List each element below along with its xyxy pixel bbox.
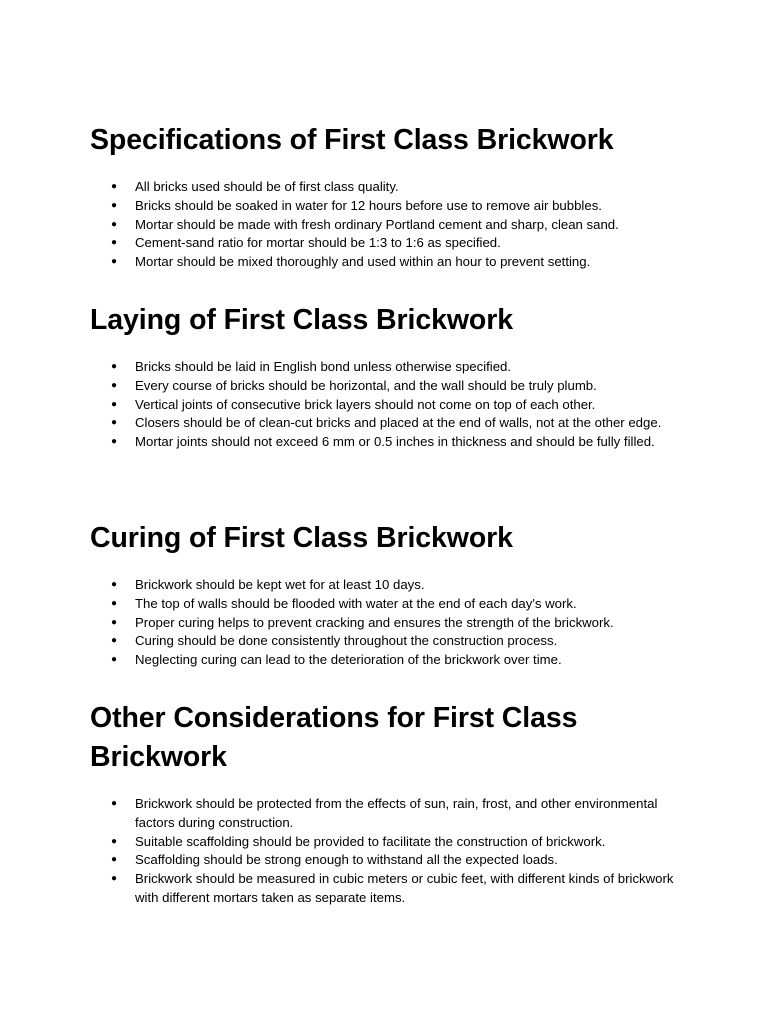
- bullet-icon: ●: [111, 835, 118, 847]
- bullet-icon: ●: [111, 398, 118, 410]
- list-item-text: Vertical joints of consecutive brick layers should not come on top of each other.: [135, 396, 596, 412]
- list-item: [90, 870, 690, 908]
- bullet-list: [90, 358, 690, 452]
- list-item-text: All bricks used should be of first class quality.: [135, 179, 399, 194]
- bullet-icon: ●: [111, 361, 118, 372]
- list-item: [90, 234, 690, 253]
- list-item: [90, 178, 690, 197]
- bullet-icon: ●: [111, 218, 118, 230]
- bullet-icon: ●: [111, 654, 118, 666]
- list-item: [90, 253, 690, 272]
- list-item-text: Mortar joints should not exceed 6 mm or 0.5 inches in thickness and should be fully filled.: [135, 434, 655, 450]
- list-item: [90, 651, 690, 670]
- list-item: [90, 197, 690, 216]
- section-heading: Laying of First Class Brickwork: [90, 304, 513, 336]
- list-item: [90, 595, 690, 614]
- list-item-text: Neglecting curing can lead to the deterioration of the brickwork over time.: [135, 652, 562, 668]
- list-item-text: Brickwork should be kept wet for at least 10 days.: [135, 577, 425, 592]
- list-item: [90, 795, 690, 833]
- list-item: [90, 851, 690, 870]
- list-item-text: Suitable scaffolding should be provided to facilitate the construction of brickwork.: [135, 833, 606, 849]
- bullet-icon: ●: [111, 237, 118, 249]
- list-item: [90, 833, 690, 852]
- list-item-text: Bricks should be soaked in water for 12 hours before use to remove air bubbles.: [135, 197, 602, 213]
- list-item: [90, 414, 690, 433]
- section-heading: Curing of First Class Brickwork: [90, 522, 513, 554]
- list-item: [90, 216, 690, 235]
- list-item-text: Proper curing helps to prevent cracking and ensures the strength of the brickwork.: [135, 614, 614, 630]
- bullet-icon: ●: [111, 873, 118, 885]
- list-item-text: Bricks should be laid in English bond unless otherwise specified.: [135, 359, 512, 374]
- bullet-icon: ●: [111, 379, 118, 391]
- section-heading: Specifications of First Class Brickwork: [90, 124, 614, 156]
- bullet-icon: ●: [111, 436, 118, 448]
- list-item-text: Closers should be of clean-cut bricks and placed at the end of walls, not at the other edge.: [135, 415, 662, 431]
- section-laying: [90, 301, 690, 452]
- bullet-icon: ●: [111, 854, 118, 866]
- section-curing: [90, 519, 690, 670]
- list-item: [90, 614, 690, 633]
- list-item-text: Mortar should be mixed thoroughly and used within an hour to prevent setting.: [135, 254, 591, 270]
- bullet-icon: ●: [111, 181, 118, 192]
- list-item-text: Cement-sand ratio for mortar should be 1:3 to 1:6 as specified.: [135, 235, 501, 251]
- bullet-icon: ●: [111, 616, 118, 628]
- bullet-list: [90, 795, 690, 908]
- bullet-icon: ●: [111, 635, 118, 647]
- list-item: [90, 358, 690, 377]
- section-specifications: [90, 121, 690, 272]
- bullet-list: [90, 178, 690, 272]
- list-item: [90, 377, 690, 396]
- list-item: [90, 396, 690, 415]
- bullet-icon: ●: [111, 256, 118, 268]
- bullet-icon: ●: [111, 199, 118, 211]
- list-item-text: Scaffolding should be strong enough to withstand all the expected loads.: [135, 852, 558, 868]
- bullet-icon: ●: [111, 579, 118, 590]
- list-item: [90, 632, 690, 651]
- section-heading: Other Considerations for First Class Brickwork: [90, 702, 578, 773]
- list-item-text: Brickwork should be measured in cubic meters or cubic feet, with different kinds of brickwork with different mortars taken as separate items.: [135, 871, 674, 905]
- list-item-text: Curing should be done consistently throughout the construction process.: [135, 633, 558, 649]
- bullet-list: [90, 576, 690, 670]
- list-item: [90, 576, 690, 595]
- list-item-text: Every course of bricks should be horizontal, and the wall should be truly plumb.: [135, 377, 597, 393]
- list-item-text: Brickwork should be protected from the effects of sun, rain, frost, and other environmental factors during construction.: [135, 796, 658, 830]
- bullet-icon: ●: [111, 417, 118, 429]
- list-item: [90, 433, 690, 452]
- bullet-icon: ●: [111, 597, 118, 609]
- bullet-icon: ●: [111, 798, 118, 809]
- section-other-considerations: [90, 699, 690, 908]
- list-item-text: The top of walls should be flooded with water at the end of each day's work.: [135, 595, 577, 611]
- list-item-text: Mortar should be made with fresh ordinary Portland cement and sharp, clean sand.: [135, 216, 619, 232]
